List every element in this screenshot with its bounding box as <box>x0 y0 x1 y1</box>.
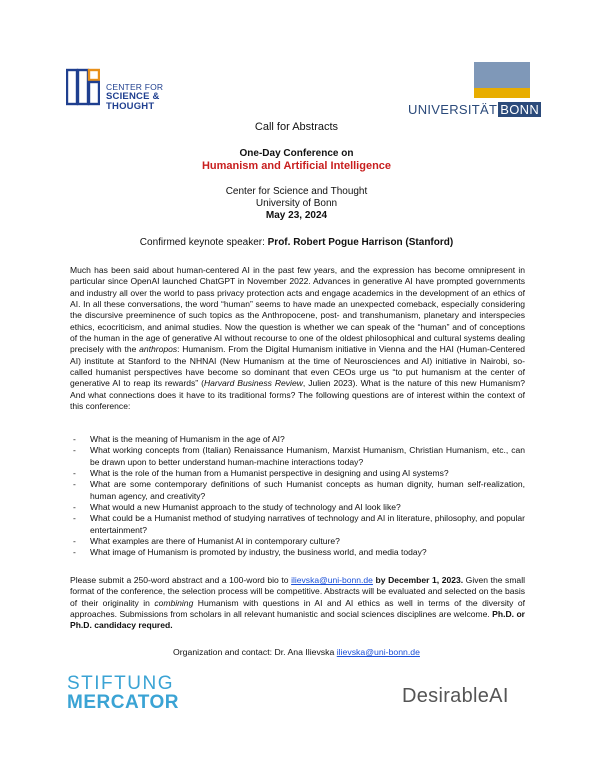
venue-line-1: Center for Science and Thought <box>225 186 368 197</box>
question-item: - What is the role of the human from a Humanist perspective in designing and using AI systems? <box>70 468 525 479</box>
desirable-ai-logo: DesirableAI <box>402 685 509 707</box>
question-item: - What is the meaning of Humanism in the age of AI? <box>70 434 525 445</box>
mercator-line1: STIFTUNG <box>67 673 174 694</box>
keynote-label: Confirmed keynote speaker: <box>139 237 268 248</box>
bonn-logo-box: BONN <box>500 102 540 117</box>
intro-text-b: : Humanism. From the Digital Humanism initiative in Vienna and the HAI (Human-Centered AI) institute at Stanford to the NHNAI (New Humanism at the time of Neurosciences and AI) initiative in Nairobi, so-called humanist perspectives have become so dominant that even CEOs urge us “to put humanism at the center of generative AI to reap its rewards” ( <box>70 344 525 389</box>
intro-italic: anthropos <box>139 344 178 355</box>
submission-deadline: by December 1, 2023. <box>372 575 464 585</box>
call-for-abstracts-heading: Call for Abstracts <box>254 121 339 133</box>
contact-email-link[interactable]: ilievska@uni-bonn.de <box>336 647 420 657</box>
submission-text-b: Given the small format of the conference, the selection process will be competitive. Abstracts will be evaluated and selected on the basis of their originality in <box>70 575 525 608</box>
contact-line <box>0 647 593 657</box>
venue-line-2: University of Bonn <box>255 198 338 209</box>
keynote-name: Prof. Robert Pogue Harrison (Stanford) <box>267 237 454 248</box>
cst-mark-icon <box>66 68 100 108</box>
question-item: - What image of Humanism is promoted by industry, the business world, and media today? <box>70 547 525 558</box>
question-item: - What could be a Humanist method of studying narratives of technology and AI in literature, philosophy, and popular entertainment? <box>70 513 525 536</box>
intro-text-c: , Julien 2023). What is the nature of this new Humanism? And what connections does it have to its traditional forms? The following questions are of interest within the context of this conference: <box>70 378 525 412</box>
mercator-line2: MERCATOR <box>67 692 180 713</box>
question-item: - What are some contemporary definitions of such Humanist concepts as human dignity, human self-realization, human agency, and creativity? <box>70 479 525 502</box>
submission-paragraph <box>70 575 525 632</box>
cst-logo-line1: CENTER FOR <box>106 82 164 92</box>
university-bonn-logo <box>408 62 540 117</box>
question-item: - What would a new Humanist approach to the study of technology and AI look like? <box>70 502 525 513</box>
submission-email-link[interactable]: ilievska@uni-bonn.de <box>291 575 373 585</box>
conference-date: May 23, 2024 <box>265 210 328 221</box>
contact-label: Organization and contact: Dr. Ana Ilievska <box>173 647 337 657</box>
submission-text-c: Humanism with questions in AI and AI ethics as well in terms of the diversity of approaches. Submissions from scholars in all relevant humanistic and social sciences disciplines are welcome. <box>70 597 526 620</box>
bonn-logo-text <box>408 102 541 117</box>
intro-text-a: Much has been said about human-centered AI in the past few years, and the expression has become omnipresent in particular since OpenAI launched ChatGPT in November 2022. Advances in generative AI have prompted governments and industry all over the world to pass privacy protection acts and engage academics in the development of an ethics of AI. In all these conversations, the word “human” seems to have made an unexpected comeback, especially considering the discursive preeminence of such topics as the Anthropocene, post- and transhumanism, planetary and interspecies ethics, ecocriticism, and animal studies. Now the question is whether we can speak of the “human” and of conceptions of the human in the age of generative AI without recourse to one of the oldest philosophical and cultural systems dealing precisely with the <box>70 265 525 355</box>
submission-text-a: Please submit a 250-word abstract and a 100-word bio to <box>70 575 292 585</box>
question-item: - What examples are there of Humanist AI in contemporary culture? <box>70 536 525 547</box>
bonn-logo-bar-bottom <box>474 88 530 98</box>
submission-requirement: Ph.D. or Ph.D. candidacy requred. <box>70 609 525 631</box>
conference-subtitle: One-Day Conference on <box>239 148 354 159</box>
intro-citation: Harvard Business Review <box>203 378 303 389</box>
cst-logo-line2: SCIENCE & THOUGHT <box>106 91 160 112</box>
conference-title: Humanism and Artificial Intelligence <box>201 160 392 172</box>
stiftung-mercator-logo <box>67 674 179 712</box>
question-item: - What working concepts from (Italian) Renaissance Humanism, Marxist Humanism, Christian Humanism, etc., can be drawn upon to better understand human-machine interactions today? <box>70 445 525 468</box>
cst-logo <box>66 68 206 112</box>
bonn-logo-bar-top <box>474 62 530 88</box>
questions-list <box>70 434 525 559</box>
keynote-speaker <box>0 237 593 248</box>
intro-paragraph <box>70 265 525 412</box>
submission-italic: combining <box>154 597 194 608</box>
cst-logo-text <box>106 82 206 112</box>
bonn-logo-word: UNIVERSITÄT <box>408 102 498 117</box>
